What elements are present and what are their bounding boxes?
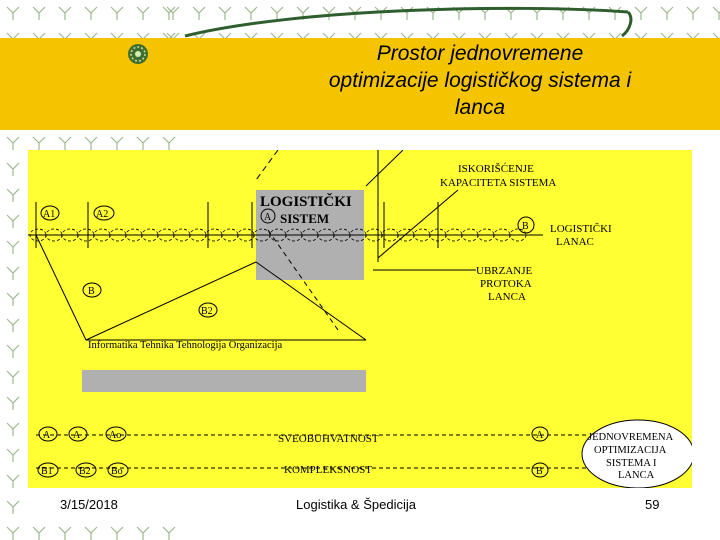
pattern-glyph	[7, 371, 19, 384]
slide-title	[270, 40, 690, 121]
result-line-2: OPTIMIZACIJA	[594, 445, 667, 456]
row1-marker-3: Ao	[109, 430, 122, 441]
footer-date: 3/15/2018	[60, 497, 118, 512]
pattern-glyph	[219, 7, 231, 20]
top-label-2: KAPACITETA SISTEMA	[440, 177, 557, 189]
pattern-glyph	[687, 7, 699, 20]
perspective-line-right	[366, 150, 403, 186]
pattern-glyph	[59, 137, 71, 150]
result-line-3: SISTEMA I	[606, 458, 657, 469]
pattern-glyph	[137, 137, 149, 150]
pattern-glyph	[7, 7, 19, 20]
result-line-4: LANCA	[618, 470, 655, 481]
top-label-1: ISKORIŠĆENJE	[458, 163, 534, 175]
result-line-1: JEDNOVREMENA	[588, 432, 674, 443]
pattern-glyph	[271, 7, 283, 20]
pattern-glyph	[85, 527, 97, 540]
pattern-glyph	[33, 137, 45, 150]
row2-marker-2: B2	[79, 466, 91, 477]
logistics-diagram	[28, 150, 692, 488]
pattern-glyph	[7, 527, 19, 540]
flow-label-3: LANCA	[488, 291, 526, 303]
pattern-glyph	[193, 7, 205, 20]
pattern-glyph	[163, 527, 175, 540]
row2-marker-3: Bo	[111, 466, 123, 477]
chain-label-1: LOGISTIČKI	[550, 223, 612, 235]
pattern-glyph	[7, 293, 19, 306]
footer-subject: Logistika & Špedicija	[296, 497, 416, 512]
footer-page-number: 59	[645, 497, 660, 512]
chain-label-2: LANAC	[556, 236, 594, 248]
pattern-glyph	[7, 267, 19, 280]
pattern-glyph	[7, 397, 19, 410]
pattern-glyph	[137, 7, 149, 20]
converge-line-2	[86, 262, 256, 340]
pattern-glyph	[59, 7, 71, 20]
converge-line-1	[36, 235, 86, 340]
system-marker: A	[264, 212, 272, 223]
pattern-glyph	[111, 7, 123, 20]
row1-marker-2: A	[73, 430, 81, 441]
row2-label: KOMPLEKSNOST	[284, 464, 373, 476]
system-label-2: SISTEM	[280, 211, 330, 226]
pattern-glyph	[7, 345, 19, 358]
pattern-glyph	[85, 137, 97, 150]
row1-label: SVEOBUHVATNOST	[278, 433, 379, 445]
pattern-glyph	[111, 527, 123, 540]
flow-label-2: PROTOKA	[480, 278, 532, 290]
pattern-glyph	[111, 137, 123, 150]
perspective-line-left	[256, 150, 278, 180]
pattern-glyph	[661, 7, 673, 20]
pattern-glyph	[33, 527, 45, 540]
bullet-icon	[126, 42, 150, 66]
domains-text: Informatika Tehnika Tehnologija Organizacija	[88, 340, 283, 351]
pattern-glyph	[7, 163, 19, 176]
pattern-glyph	[7, 475, 19, 488]
system-label-1: LOGISTIČKI	[260, 194, 352, 210]
marker-b2: B2	[201, 306, 213, 317]
pattern-glyph	[7, 319, 19, 332]
domains-bar	[82, 370, 366, 392]
pattern-glyph	[635, 7, 647, 20]
title-line-1: Prostor jednovremene	[376, 42, 584, 65]
pattern-glyph	[609, 7, 621, 20]
flow-label-1: UBRZANJE	[476, 265, 533, 277]
pattern-glyph	[7, 241, 19, 254]
marker-a1: A1	[43, 209, 56, 220]
pattern-glyph	[7, 449, 19, 462]
pattern-glyph	[7, 137, 19, 150]
pattern-glyph	[713, 7, 720, 20]
row2-end-marker: B	[536, 466, 543, 477]
pattern-glyph	[33, 7, 45, 20]
pattern-glyph	[245, 7, 257, 20]
pattern-glyph	[7, 501, 19, 514]
pattern-glyph	[59, 527, 71, 540]
pattern-glyph	[7, 215, 19, 228]
title-line-3: lanca	[454, 96, 506, 119]
pattern-glyph	[85, 7, 97, 20]
pattern-glyph	[7, 189, 19, 202]
marker-a2: A2	[96, 209, 109, 220]
row1-marker-1: A	[43, 430, 51, 441]
arrow-capacity	[378, 190, 458, 258]
pattern-glyph	[7, 423, 19, 436]
row1-end-marker: A	[536, 430, 544, 441]
pattern-glyph	[137, 527, 149, 540]
pattern-glyph	[163, 137, 175, 150]
marker-b1: B	[88, 286, 95, 297]
row2-marker-1: B1	[41, 466, 53, 477]
marker-b: B	[522, 221, 529, 232]
title-line-2: optimizacije logističkog sistema i	[328, 69, 632, 92]
